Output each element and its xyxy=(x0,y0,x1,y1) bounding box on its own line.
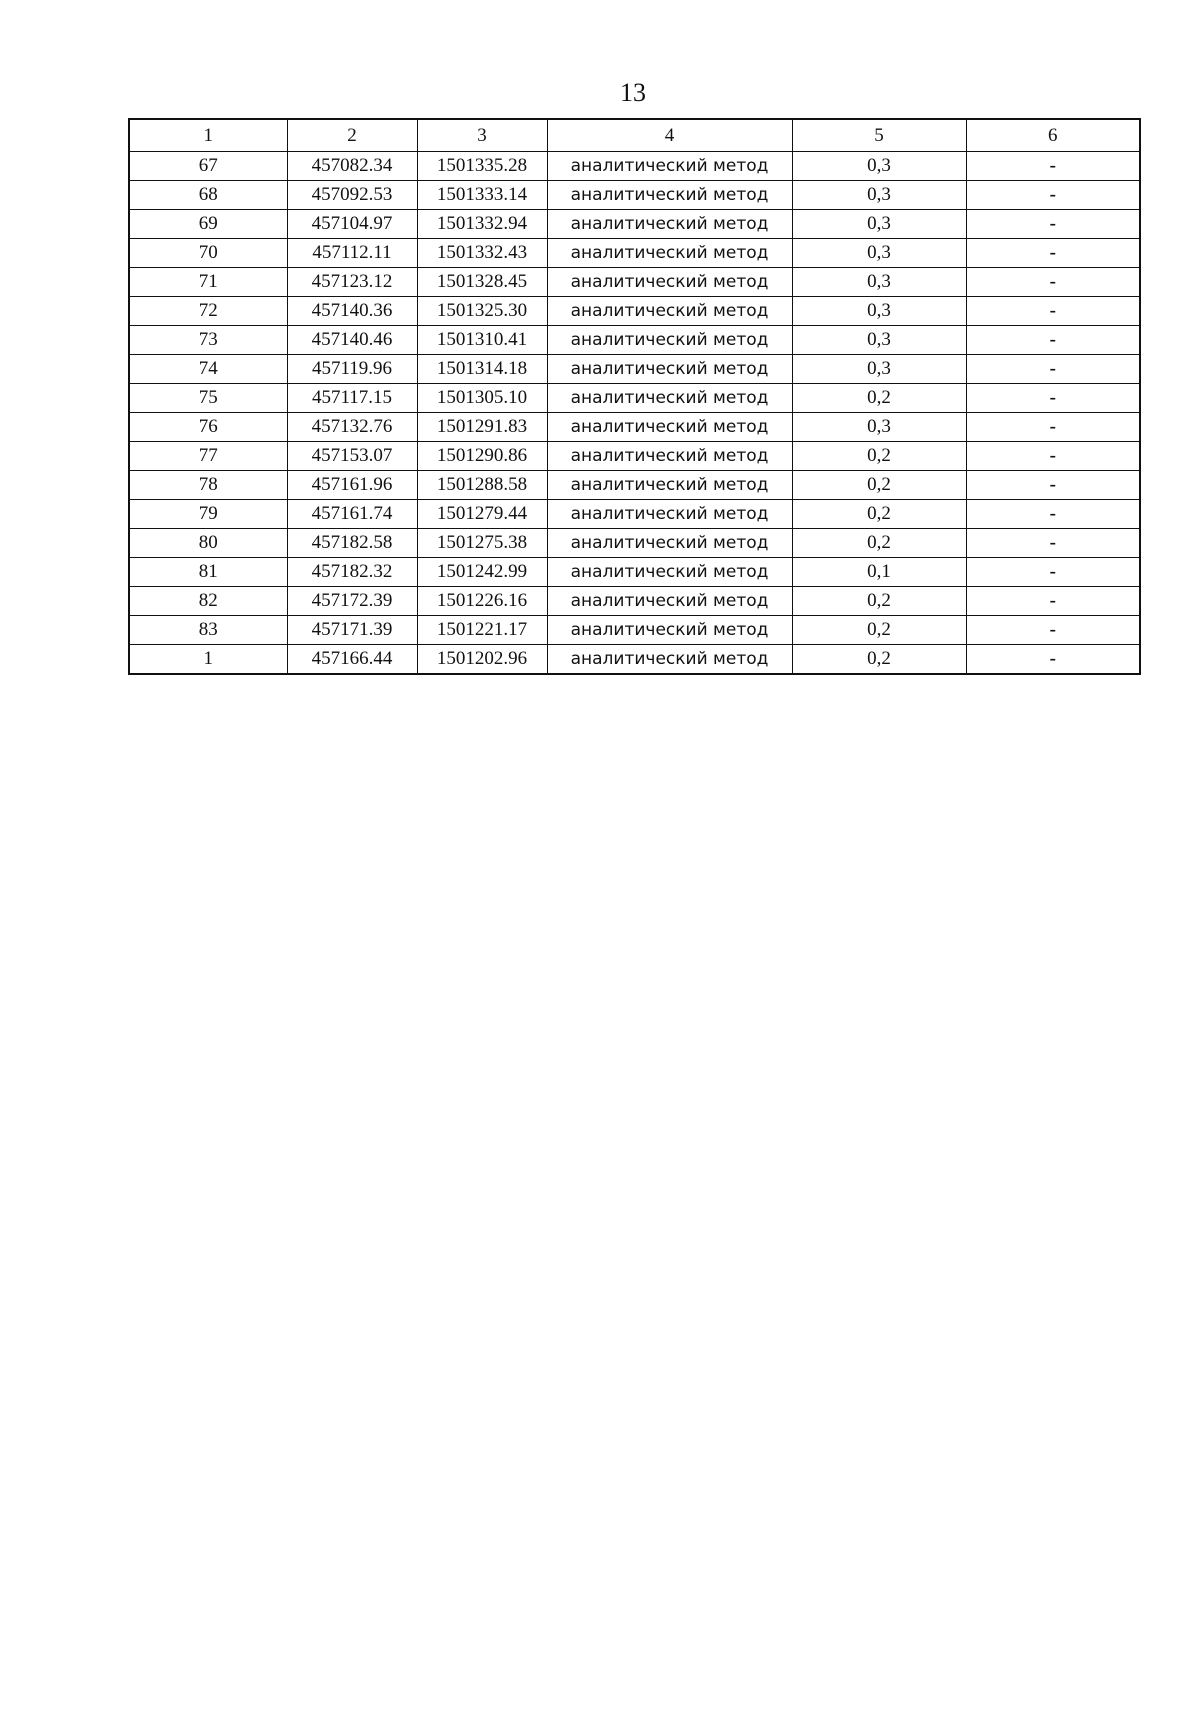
y-coordinate-cell: 1501221.17 xyxy=(417,616,547,645)
note-cell: - xyxy=(966,181,1140,210)
accuracy-cell: 0,2 xyxy=(792,645,966,675)
table-row xyxy=(129,442,1140,471)
point-number-cell: 1 xyxy=(129,645,287,675)
column-header: 4 xyxy=(547,119,792,152)
table-row xyxy=(129,471,1140,500)
method-cell: аналитический метод xyxy=(547,210,792,239)
method-cell: аналитический метод xyxy=(547,181,792,210)
column-header: 5 xyxy=(792,119,966,152)
note-cell: - xyxy=(966,529,1140,558)
y-coordinate-cell: 1501332.94 xyxy=(417,210,547,239)
table-header xyxy=(129,119,1140,152)
accuracy-cell: 0,2 xyxy=(792,471,966,500)
point-number-cell: 82 xyxy=(129,587,287,616)
point-number-cell: 76 xyxy=(129,413,287,442)
x-coordinate-cell: 457172.39 xyxy=(287,587,417,616)
table-row xyxy=(129,645,1140,675)
y-coordinate-cell: 1501288.58 xyxy=(417,471,547,500)
column-header: 6 xyxy=(966,119,1140,152)
note-cell: - xyxy=(966,413,1140,442)
x-coordinate-cell: 457119.96 xyxy=(287,355,417,384)
note-cell: - xyxy=(966,355,1140,384)
y-coordinate-cell: 1501310.41 xyxy=(417,326,547,355)
method-cell: аналитический метод xyxy=(547,413,792,442)
method-cell: аналитический метод xyxy=(547,500,792,529)
table-body xyxy=(129,152,1140,675)
accuracy-cell: 0,1 xyxy=(792,558,966,587)
accuracy-cell: 0,2 xyxy=(792,529,966,558)
point-number-cell: 79 xyxy=(129,500,287,529)
point-number-cell: 71 xyxy=(129,268,287,297)
coordinates-table xyxy=(128,118,1141,675)
point-number-cell: 77 xyxy=(129,442,287,471)
accuracy-cell: 0,3 xyxy=(792,181,966,210)
page-number: 13 xyxy=(620,78,646,107)
table-row xyxy=(129,355,1140,384)
method-cell: аналитический метод xyxy=(547,471,792,500)
note-cell: - xyxy=(966,210,1140,239)
note-cell: - xyxy=(966,297,1140,326)
table-row xyxy=(129,181,1140,210)
note-cell: - xyxy=(966,500,1140,529)
accuracy-cell: 0,2 xyxy=(792,616,966,645)
note-cell: - xyxy=(966,152,1140,181)
x-coordinate-cell: 457112.11 xyxy=(287,239,417,268)
table-row xyxy=(129,152,1140,181)
method-cell: аналитический метод xyxy=(547,558,792,587)
x-coordinate-cell: 457166.44 xyxy=(287,645,417,675)
accuracy-cell: 0,2 xyxy=(792,384,966,413)
x-coordinate-cell: 457171.39 xyxy=(287,616,417,645)
accuracy-cell: 0,3 xyxy=(792,152,966,181)
y-coordinate-cell: 1501291.83 xyxy=(417,413,547,442)
accuracy-cell: 0,3 xyxy=(792,297,966,326)
point-number-cell: 67 xyxy=(129,152,287,181)
method-cell: аналитический метод xyxy=(547,239,792,268)
table-row xyxy=(129,616,1140,645)
x-coordinate-cell: 457104.97 xyxy=(287,210,417,239)
point-number-cell: 68 xyxy=(129,181,287,210)
x-coordinate-cell: 457182.32 xyxy=(287,558,417,587)
column-header: 3 xyxy=(417,119,547,152)
point-number-cell: 81 xyxy=(129,558,287,587)
point-number-cell: 80 xyxy=(129,529,287,558)
y-coordinate-cell: 1501335.28 xyxy=(417,152,547,181)
method-cell: аналитический метод xyxy=(547,645,792,675)
table-row xyxy=(129,210,1140,239)
method-cell: аналитический метод xyxy=(547,384,792,413)
note-cell: - xyxy=(966,587,1140,616)
table-row xyxy=(129,239,1140,268)
y-coordinate-cell: 1501275.38 xyxy=(417,529,547,558)
accuracy-cell: 0,3 xyxy=(792,210,966,239)
point-number-cell: 72 xyxy=(129,297,287,326)
accuracy-cell: 0,3 xyxy=(792,326,966,355)
column-header: 1 xyxy=(129,119,287,152)
table-row xyxy=(129,587,1140,616)
table-row xyxy=(129,529,1140,558)
table-header-row xyxy=(129,119,1140,152)
y-coordinate-cell: 1501242.99 xyxy=(417,558,547,587)
point-number-cell: 73 xyxy=(129,326,287,355)
note-cell: - xyxy=(966,616,1140,645)
x-coordinate-cell: 457092.53 xyxy=(287,181,417,210)
x-coordinate-cell: 457182.58 xyxy=(287,529,417,558)
x-coordinate-cell: 457161.96 xyxy=(287,471,417,500)
note-cell: - xyxy=(966,384,1140,413)
y-coordinate-cell: 1501314.18 xyxy=(417,355,547,384)
point-number-cell: 78 xyxy=(129,471,287,500)
method-cell: аналитический метод xyxy=(547,297,792,326)
x-coordinate-cell: 457082.34 xyxy=(287,152,417,181)
table-row xyxy=(129,297,1140,326)
point-number-cell: 74 xyxy=(129,355,287,384)
x-coordinate-cell: 457140.36 xyxy=(287,297,417,326)
method-cell: аналитический метод xyxy=(547,326,792,355)
note-cell: - xyxy=(966,442,1140,471)
table-row xyxy=(129,384,1140,413)
table-row xyxy=(129,500,1140,529)
y-coordinate-cell: 1501290.86 xyxy=(417,442,547,471)
y-coordinate-cell: 1501202.96 xyxy=(417,645,547,675)
method-cell: аналитический метод xyxy=(547,355,792,384)
y-coordinate-cell: 1501325.30 xyxy=(417,297,547,326)
point-number-cell: 75 xyxy=(129,384,287,413)
method-cell: аналитический метод xyxy=(547,616,792,645)
note-cell: - xyxy=(966,558,1140,587)
table-row xyxy=(129,268,1140,297)
x-coordinate-cell: 457140.46 xyxy=(287,326,417,355)
x-coordinate-cell: 457161.74 xyxy=(287,500,417,529)
accuracy-cell: 0,2 xyxy=(792,587,966,616)
accuracy-cell: 0,3 xyxy=(792,268,966,297)
x-coordinate-cell: 457117.15 xyxy=(287,384,417,413)
method-cell: аналитический метод xyxy=(547,268,792,297)
note-cell: - xyxy=(966,268,1140,297)
x-coordinate-cell: 457123.12 xyxy=(287,268,417,297)
note-cell: - xyxy=(966,239,1140,268)
accuracy-cell: 0,3 xyxy=(792,239,966,268)
y-coordinate-cell: 1501332.43 xyxy=(417,239,547,268)
table-row xyxy=(129,558,1140,587)
note-cell: - xyxy=(966,645,1140,675)
accuracy-cell: 0,3 xyxy=(792,413,966,442)
point-number-cell: 83 xyxy=(129,616,287,645)
y-coordinate-cell: 1501226.16 xyxy=(417,587,547,616)
accuracy-cell: 0,2 xyxy=(792,442,966,471)
table-row xyxy=(129,326,1140,355)
point-number-cell: 69 xyxy=(129,210,287,239)
method-cell: аналитический метод xyxy=(547,442,792,471)
table-row xyxy=(129,413,1140,442)
note-cell: - xyxy=(966,326,1140,355)
accuracy-cell: 0,2 xyxy=(792,500,966,529)
point-number-cell: 70 xyxy=(129,239,287,268)
method-cell: аналитический метод xyxy=(547,152,792,181)
accuracy-cell: 0,3 xyxy=(792,355,966,384)
x-coordinate-cell: 457153.07 xyxy=(287,442,417,471)
x-coordinate-cell: 457132.76 xyxy=(287,413,417,442)
y-coordinate-cell: 1501305.10 xyxy=(417,384,547,413)
method-cell: аналитический метод xyxy=(547,529,792,558)
y-coordinate-cell: 1501333.14 xyxy=(417,181,547,210)
y-coordinate-cell: 1501279.44 xyxy=(417,500,547,529)
column-header: 2 xyxy=(287,119,417,152)
y-coordinate-cell: 1501328.45 xyxy=(417,268,547,297)
note-cell: - xyxy=(966,471,1140,500)
method-cell: аналитический метод xyxy=(547,587,792,616)
